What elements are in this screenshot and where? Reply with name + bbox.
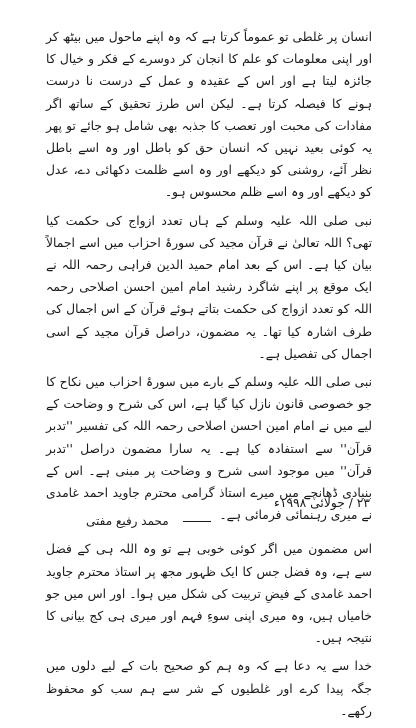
date-line: ۲۳ / جولائی ۱۹۹۸ء [274,496,370,510]
paragraph-4: اس مضمون میں اگر کوئی خوبی ہے تو وہ اللہ ہی کے فضل سے ہے، وہ فضل جس کا ایک ظہور مجھ پر استاذ محترم جاوید احمد غامدی کے فیضِ تربیت کی شکل میں ہوا۔ اور اس میں جو خامیاں ہیں، وہ میری اپنی سوءِ فہم اور میری ہی کج بیانی کا نتیجہ ہیں۔ [46,542,372,646]
signature-dash [183,521,211,522]
paragraph-5: خدا سے یہ دعا ہے کہ وہ ہم کو صحیح بات کے لیے دلوں میں جگہ پیدا کرے اور غلطیوں کے شر سے ہم سب کو محفوظ رکھے۔ [46,659,372,718]
preface-body [46,26,372,728]
paragraph-2: نبی صلی اللہ علیہ وسلم کے ہاں تعدد ازواج کی حکمت کیا تھی؟ اللہ تعالیٰ نے قرآن مجید کی سورۂ احزاب میں اسے اجمالاً بیان کیا ہے۔ اس کے بعد امام حمید الدین فراہی رحمہ اللہ نے ایک موقع پر اپنے شاگرد رشید امام امین احسن اصلاحی رحمہ اللہ کو تعدد ازواج کی حکمت بتاتے ہوئے قرآن کے اس اجمال کی طرف اشارہ کیا تھا۔ یہ مضمون، دراصل قرآن مجید کے اسی اجمال کی تفصیل ہے۔ [46,213,372,361]
author-signature: محمد رفیع مفتی [86,514,169,528]
paragraph-1: انسان پر غلطی تو عموماً کرتا ہے کہ وہ اپنے ماحول میں بیٹھ کر اور اپنی معلومات کو علم کا انجان کر دوسرے کے فکر و خیال کا جائزہ لیتا ہے اور اس کے عقیدہ و عمل کے درست نا درست ہونے کا فیصلہ کرتا ہے۔ لیکن اس طرز تحقیق کے ساتھ اگر مفادات کی محبت اور تعصب کا جذبہ بھی شامل ہو جائے تو پھر یہ کوئی بعید نہیں کہ انسان حق کو باطل اور وہ اسے باطل نظر آئے، روشنی کو دیکھے اور وہ اسے ظلمت دکھائی دے، عدل کو دیکھے اور وہ اسے ظلم محسوس ہو۔ [46,30,372,200]
signature-block [86,511,211,531]
paragraph-3: نبی صلی اللہ علیہ وسلم کے بارے میں سورۂ احزاب میں نکاح کا جو خصوصی قانون نازل کیا گیا ہے، اس کی شرح و وضاحت کے لیے میں نے امام امین احسن اصلاحی رحمہ اللہ کی تفسیر ''تدبر قرآن'' سے استفادہ کیا ہے۔ یہ سارا مضمون دراصل ''تدبر قرآن'' میں موجود اسی شرح و وضاحت پر مبنی ہے۔ اس کے بنیادی ڈھانچے میں میرے استاذ گرامی محترم جاوید احمد غامدی نے میری رہنمائی فرمائی ہے۔ [46,375,372,523]
